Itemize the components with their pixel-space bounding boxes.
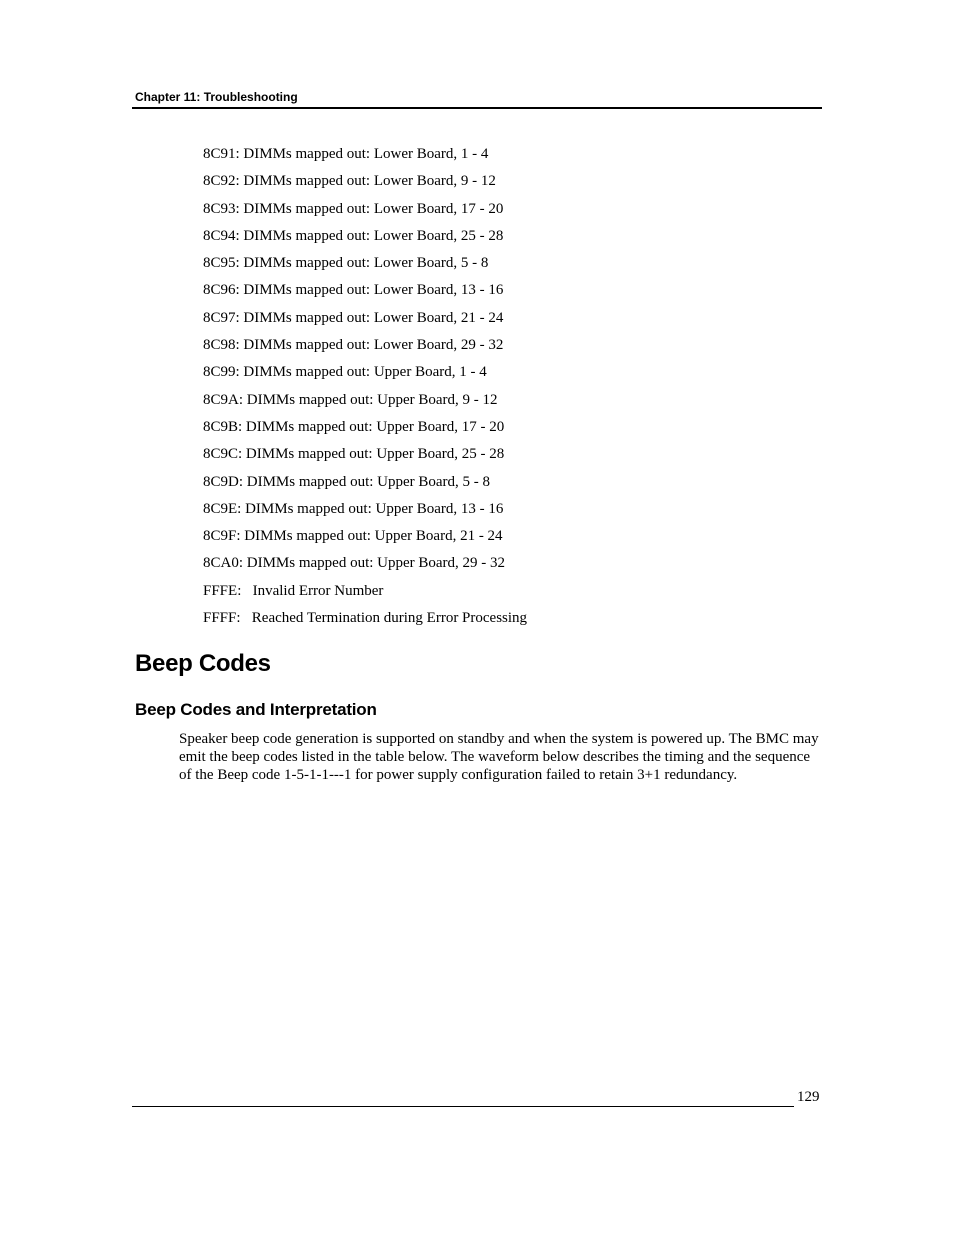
error-code-list <box>203 144 527 635</box>
error-code-item: 8C95: DIMMs mapped out: Lower Board, 5 - 8 <box>203 255 489 272</box>
error-code-item: 8C9F: DIMMs mapped out: Upper Board, 21 - 24 <box>203 528 503 545</box>
error-code-item: 8C9B: DIMMs mapped out: Upper Board, 17 - 20 <box>203 418 505 435</box>
error-code-item: 8C93: DIMMs mapped out: Lower Board, 17 - 20 <box>203 200 504 217</box>
error-code-item: 8C94: DIMMs mapped out: Lower Board, 25 - 28 <box>203 227 504 244</box>
error-code-item: 8C9A: DIMMs mapped out: Upper Board, 9 - 12 <box>203 391 498 408</box>
error-code-item: 8C96: DIMMs mapped out: Lower Board, 13 - 16 <box>203 282 504 299</box>
error-code-item: 8C98: DIMMs mapped out: Lower Board, 29 - 32 <box>203 337 504 354</box>
error-code-item: 8C9C: DIMMs mapped out: Upper Board, 25 - 28 <box>203 446 505 463</box>
error-code-item: 8C99: DIMMs mapped out: Upper Board, 1 - 4 <box>203 364 487 381</box>
footer-divider <box>132 1106 794 1107</box>
error-code-item: 8C97: DIMMs mapped out: Lower Board, 21 - 24 <box>203 309 504 326</box>
error-code-item: 8C92: DIMMs mapped out: Lower Board, 9 - 12 <box>203 173 496 190</box>
error-code-item: 8C9E: DIMMs mapped out: Upper Board, 13 - 16 <box>203 500 504 517</box>
chapter-header: Chapter 11: Troubleshooting <box>135 90 298 104</box>
subsection-heading: Beep Codes and Interpretation <box>135 700 377 719</box>
error-code-item: FFFE: Invalid Error Number <box>203 582 384 599</box>
error-code-item: 8C91: DIMMs mapped out: Lower Board, 1 - 4 <box>203 146 489 162</box>
body-paragraph: Speaker beep code generation is supported on standby and when the system is powered up. The BMC may emit the beep codes listed in the table below. The waveform below describes the timing and the sequence of the Beep code 1-5-1-1---1 for power supply configuration failed to retain 3+1 redundancy. <box>179 731 819 783</box>
error-code-item: 8CA0: DIMMs mapped out: Upper Board, 29 - 32 <box>203 555 506 572</box>
section-heading: Beep Codes <box>135 650 271 677</box>
error-code-item: 8C9D: DIMMs mapped out: Upper Board, 5 - 8 <box>203 473 491 490</box>
page-number: 129 <box>797 1089 820 1105</box>
error-code-item: FFFF: Reached Termination during Error Processing <box>203 610 528 627</box>
header-divider <box>132 107 822 109</box>
